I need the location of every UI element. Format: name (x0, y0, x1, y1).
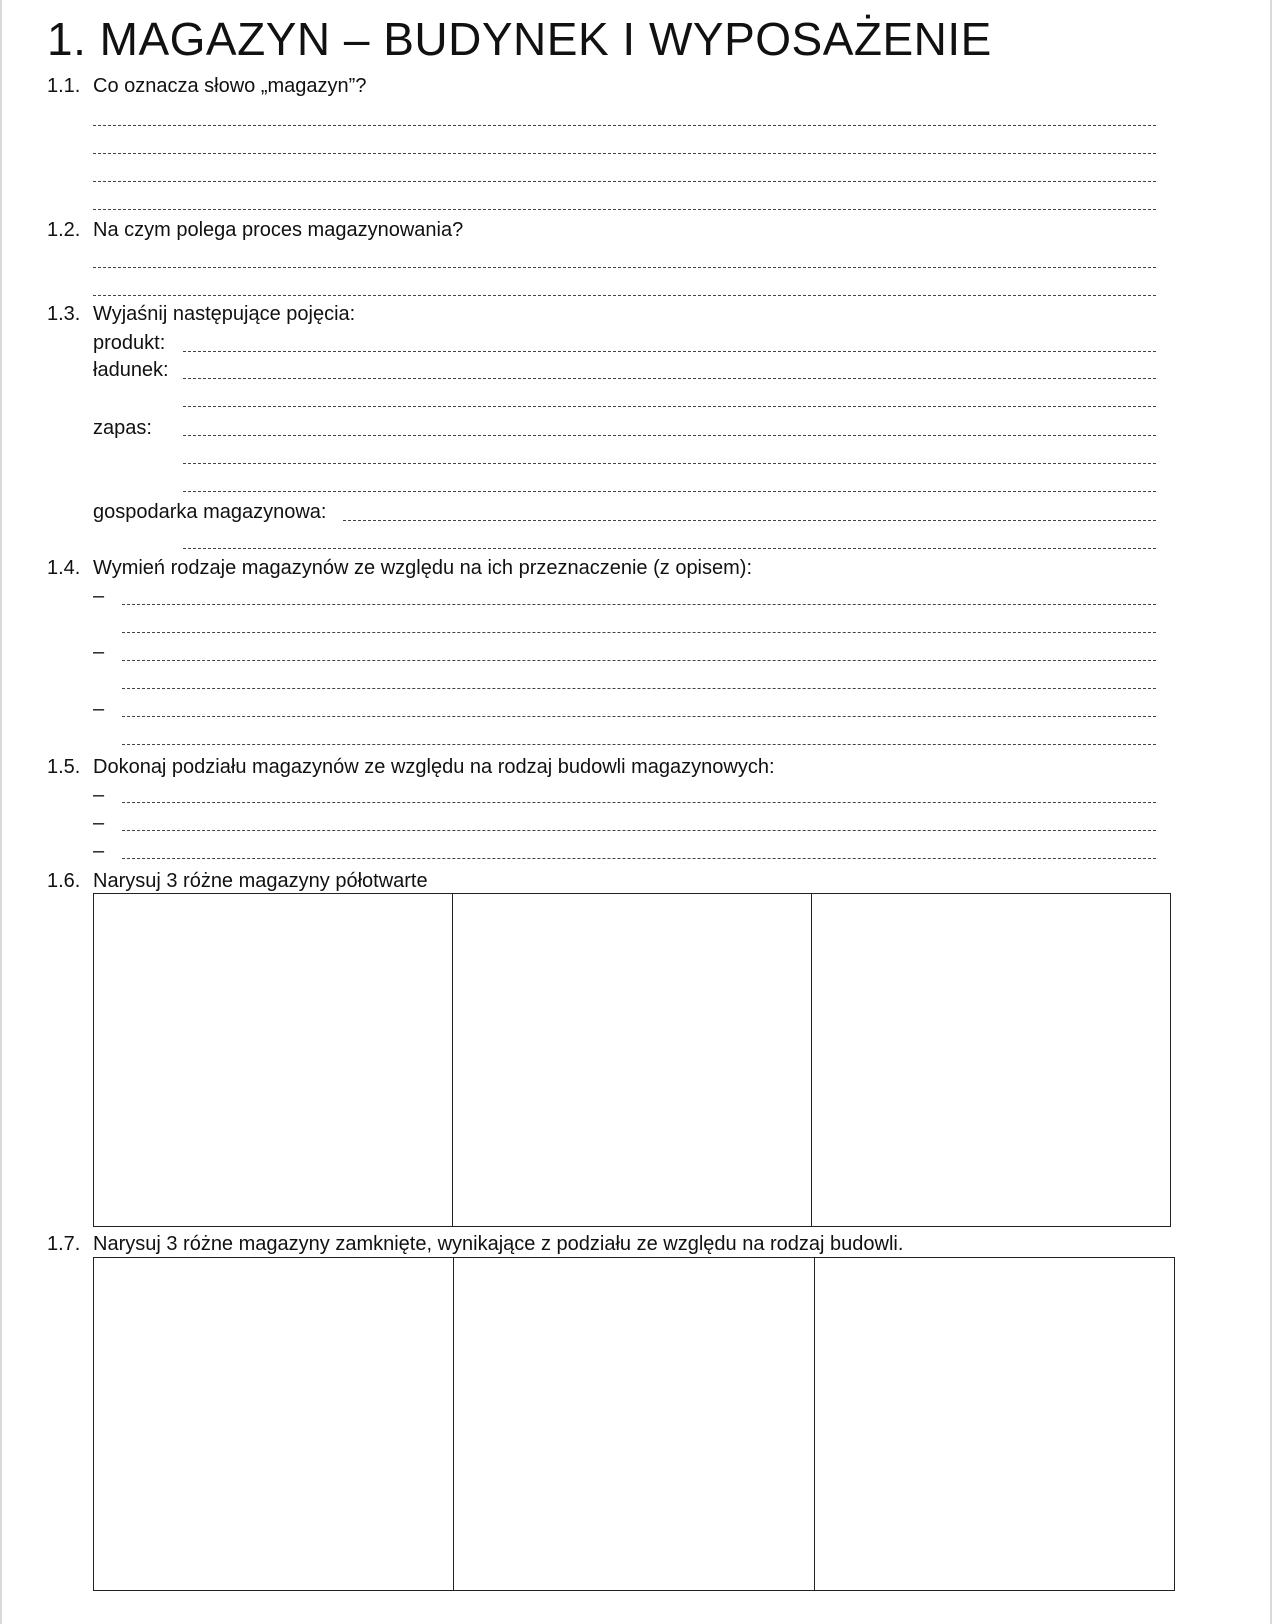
answer-line[interactable] (122, 858, 1156, 859)
answer-line[interactable] (93, 125, 1156, 126)
question-text-1-2: Na czym polega proces magazynowania? (93, 219, 464, 241)
list-dash: – (93, 840, 105, 862)
question-number-1-3: 1.3. (47, 303, 81, 325)
answer-line[interactable] (122, 830, 1156, 831)
list-dash: – (93, 812, 105, 834)
page-edge-right (1270, 0, 1272, 1624)
list-dash: – (93, 784, 105, 806)
answer-line[interactable] (183, 406, 1156, 407)
answer-line[interactable] (122, 604, 1156, 605)
answer-line[interactable] (122, 802, 1156, 803)
answer-line[interactable] (183, 435, 1156, 436)
answer-line[interactable] (183, 491, 1156, 492)
question-text-1-5: Dokonaj podziału magazynów ze względu na rodzaj budowli magazynowych: (93, 756, 775, 778)
page-edge-left (0, 0, 2, 1624)
question-text-1-3: Wyjaśnij następujące pojęcia: (93, 303, 356, 325)
answer-line[interactable] (93, 209, 1156, 210)
answer-line[interactable] (122, 688, 1156, 689)
question-number-1-5: 1.5. (47, 756, 81, 778)
drawing-cell-divider (811, 894, 812, 1226)
question-number-1-7: 1.7. (47, 1233, 81, 1255)
question-number-1-1: 1.1. (47, 75, 81, 97)
answer-line[interactable] (183, 548, 1156, 549)
answer-line[interactable] (93, 295, 1156, 296)
term-ladunek: ładunek: (93, 359, 169, 381)
question-number-1-2: 1.2. (47, 219, 81, 241)
term-produkt: produkt: (93, 332, 166, 354)
answer-line[interactable] (93, 153, 1156, 154)
answer-line[interactable] (122, 744, 1156, 745)
drawing-grid-closed (93, 1257, 1175, 1591)
answer-line[interactable] (93, 267, 1156, 268)
answer-line[interactable] (122, 632, 1156, 633)
answer-line[interactable] (183, 463, 1156, 464)
drawing-grid-semi-open (93, 893, 1171, 1227)
question-number-1-6: 1.6. (47, 870, 81, 892)
answer-line[interactable] (122, 716, 1156, 717)
term-zapas: zapas: (93, 417, 152, 439)
drawing-cell-divider (452, 894, 453, 1226)
question-text-1-6: Narysuj 3 różne magazyny półotwarte (93, 870, 428, 892)
question-number-1-4: 1.4. (47, 557, 81, 579)
list-dash: – (93, 641, 105, 663)
question-text-1-7: Narysuj 3 różne magazyny zamknięte, wynikające z podziału ze względu na rodzaj budowli. (93, 1233, 904, 1255)
page-title: 1. MAGAZYN – BUDYNEK I WYPOSAŻENIE (47, 13, 992, 65)
question-text-1-1: Co oznacza słowo „magazyn”? (93, 75, 367, 97)
term-gospodarka-magazynowa: gospodarka magazynowa: (93, 501, 327, 523)
answer-line[interactable] (343, 520, 1156, 521)
answer-line[interactable] (183, 378, 1156, 379)
list-dash: – (93, 585, 105, 607)
drawing-cell-divider (814, 1258, 815, 1590)
list-dash: – (93, 698, 105, 720)
answer-line[interactable] (93, 181, 1156, 182)
question-text-1-4: Wymień rodzaje magazynów ze względu na ich przeznaczenie (z opisem): (93, 557, 753, 579)
drawing-cell-divider (453, 1258, 454, 1590)
answer-line[interactable] (122, 660, 1156, 661)
answer-line[interactable] (183, 351, 1156, 352)
